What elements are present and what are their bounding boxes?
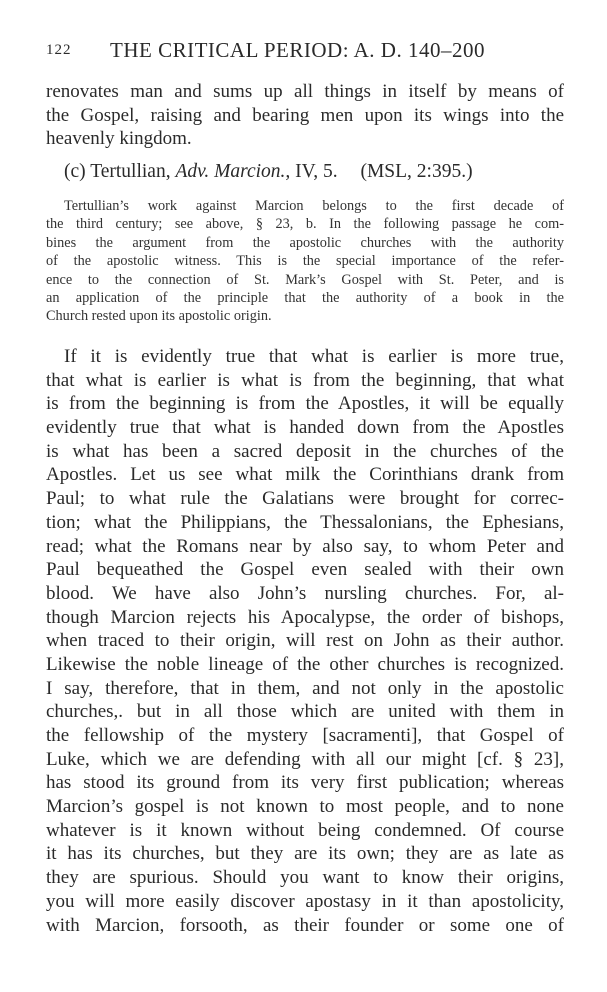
text-line: Paul; to what rule the Galatians were brought for correc- bbox=[46, 488, 564, 510]
text-line: Luke, which we are defending with all our might [cf. § 23], bbox=[46, 748, 564, 770]
text-line: they are spurious. Should you want to know their origins, bbox=[46, 867, 564, 889]
section-citation bbox=[64, 161, 473, 183]
text-line: the fellowship of the mystery [sacramenti], that Gospel of bbox=[46, 725, 564, 746]
page-number: 122 bbox=[46, 42, 72, 58]
text-line: bines the argument from the apostolic churches with the authority bbox=[46, 234, 564, 251]
citation-author: Tertullian, bbox=[90, 161, 171, 182]
text-line: that what is earlier is what is from the beginning, that what bbox=[46, 369, 564, 391]
citation-ref: IV, 5. bbox=[295, 161, 338, 182]
text-line: the Gospel, raising and bearing men upon its wings into the bbox=[46, 104, 564, 126]
text-line: ence to the connection of St. Mark’s Gospel with St. Peter, and is bbox=[46, 271, 564, 288]
text-line: is from the beginning is from the Apostles, it will be equally bbox=[46, 393, 564, 415]
text-line: has stood its ground from its very first publication; whereas bbox=[46, 772, 564, 794]
text-line: when traced to their origin, will rest on John as their author. bbox=[46, 630, 564, 652]
text-line: evidently true that what is handed down from the Apostles bbox=[46, 417, 564, 439]
text-line: churches,. but in all those which are united with them in bbox=[46, 701, 564, 723]
text-line: with Marcion, forsooth, as their founder or some one of bbox=[46, 914, 564, 936]
text-line: Paul bequeathed the Gospel even sealed with their own bbox=[46, 559, 564, 581]
text-line: you will more easily discover apostasy in it than apostolicity, bbox=[46, 890, 564, 912]
running-header bbox=[46, 38, 516, 66]
text-line: of the apostolic witness. This is the special importance of the refer- bbox=[46, 253, 564, 270]
text-line: is what has been a sacred deposit in the churches of the bbox=[46, 440, 564, 462]
text-line: Apostles. Let us see what milk the Corinthians drank from bbox=[46, 464, 564, 486]
text-line: heavenly kingdom. bbox=[46, 128, 192, 150]
text-line: Tertullian’s work against Marcion belongs to the first decade of bbox=[64, 198, 564, 214]
citation-source: (MSL, 2:395.) bbox=[360, 161, 473, 182]
text-line: whatever is it known without being condemned. Of course bbox=[46, 819, 564, 841]
editorial-note bbox=[46, 197, 564, 326]
text-line: tion; what the Philippians, the Thessalonians, the Ephesians, bbox=[46, 511, 564, 533]
text-line: the third century; see above, § 23, b. In the following passage he com- bbox=[46, 216, 564, 233]
intro-paragraph bbox=[46, 80, 564, 151]
citation-label: (c) bbox=[64, 161, 86, 182]
text-line: it has its churches, but they are its own; they are as late as bbox=[46, 843, 564, 865]
text-line: an application of the principle that the authority of a book in the bbox=[46, 289, 564, 306]
text-line: Marcion’s gospel is not known to most people, and to none bbox=[46, 796, 564, 818]
text-line: read; what the Romans near by also say, to whom Peter and bbox=[46, 535, 564, 557]
text-line: Church rested upon its apostolic origin. bbox=[46, 308, 272, 325]
text-line: I say, therefore, that in them, and not only in the apostolic bbox=[46, 677, 564, 699]
citation-work: Adv. Marcion., bbox=[175, 161, 291, 182]
running-title: THE CRITICAL PERIOD: A. D. 140–200 bbox=[110, 38, 485, 62]
text-line: If it is evidently true that what is earlier is more true, bbox=[64, 346, 564, 367]
text-line: renovates man and sums up all things in itself by means of bbox=[46, 81, 564, 102]
translated-passage bbox=[46, 345, 564, 937]
text-line: blood. We have also John’s nursling churches. For, al- bbox=[46, 582, 564, 604]
text-line: though Marcion rejects his Apocalypse, the order of bishops, bbox=[46, 606, 564, 628]
text-line: Likewise the noble lineage of the other churches is recognized. bbox=[46, 653, 564, 675]
